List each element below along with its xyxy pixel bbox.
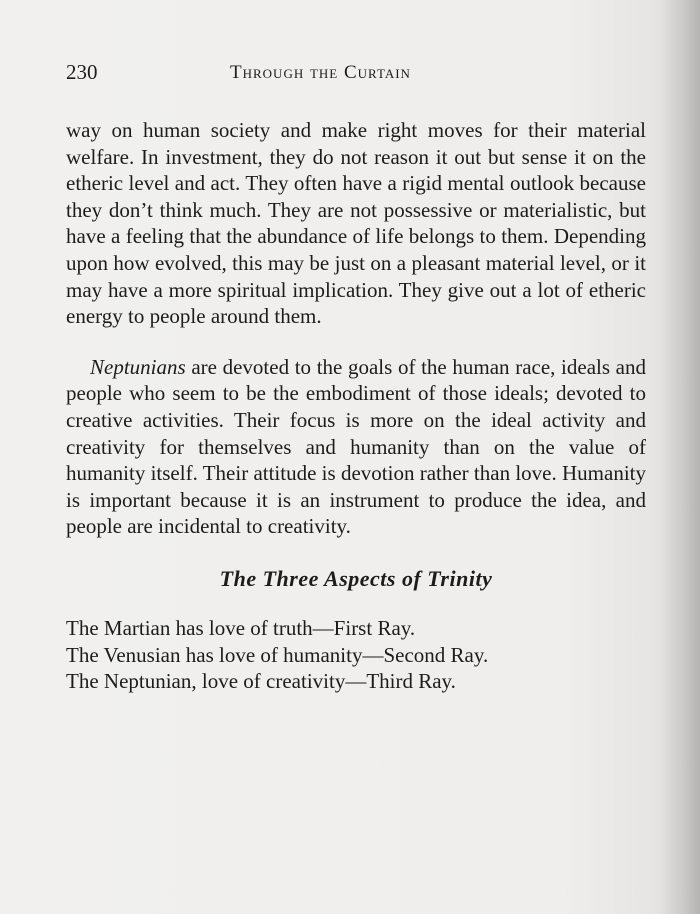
neptunians-term: Neptunians	[90, 354, 186, 379]
text-block	[66, 117, 646, 695]
ray-line-venusian: The Venusian has love of humanity—Second Ray.	[66, 642, 489, 667]
rays-list	[66, 615, 646, 695]
ray-line-neptunian: The Neptunian, love of creativity—Third Ray.	[66, 669, 456, 694]
spine-shadow	[660, 0, 700, 914]
paragraph-2	[66, 330, 646, 540]
ray-line-martian: The Martian has love of truth—First Ray.	[66, 615, 416, 640]
book-title: Through the Curtain	[230, 62, 411, 83]
section-heading: The Three Aspects of Trinity	[219, 565, 493, 591]
paragraph-2-text: are devoted to the goals of the human race, ideals and people who seem to be the embodiment of those ideals; devoted to creative activities. Their focus is more on the ideal activity and creativity for themselves and humanity than on the value of humanity itself. Their attitude is devotion rather than love. Humanity is important because it is an instrument to produce the idea, and people are incidental to creativity.	[66, 354, 646, 539]
page-number: 230	[66, 60, 98, 84]
running-head	[66, 60, 646, 90]
paragraph-1: way on human society and make right moves for their material welfare. In investment, they do not reason it out but sense it on the etheric level and act. They often have a rigid mental outlook because they don’t think much. They are not possessive or materialistic, but have a feeling that the abundance of life belongs to them. Depending upon how evolved, this may be just on a pleasant material level, or it may have a more spiritual implication. They give out a lot of etheric energy to people around them.	[66, 118, 646, 329]
